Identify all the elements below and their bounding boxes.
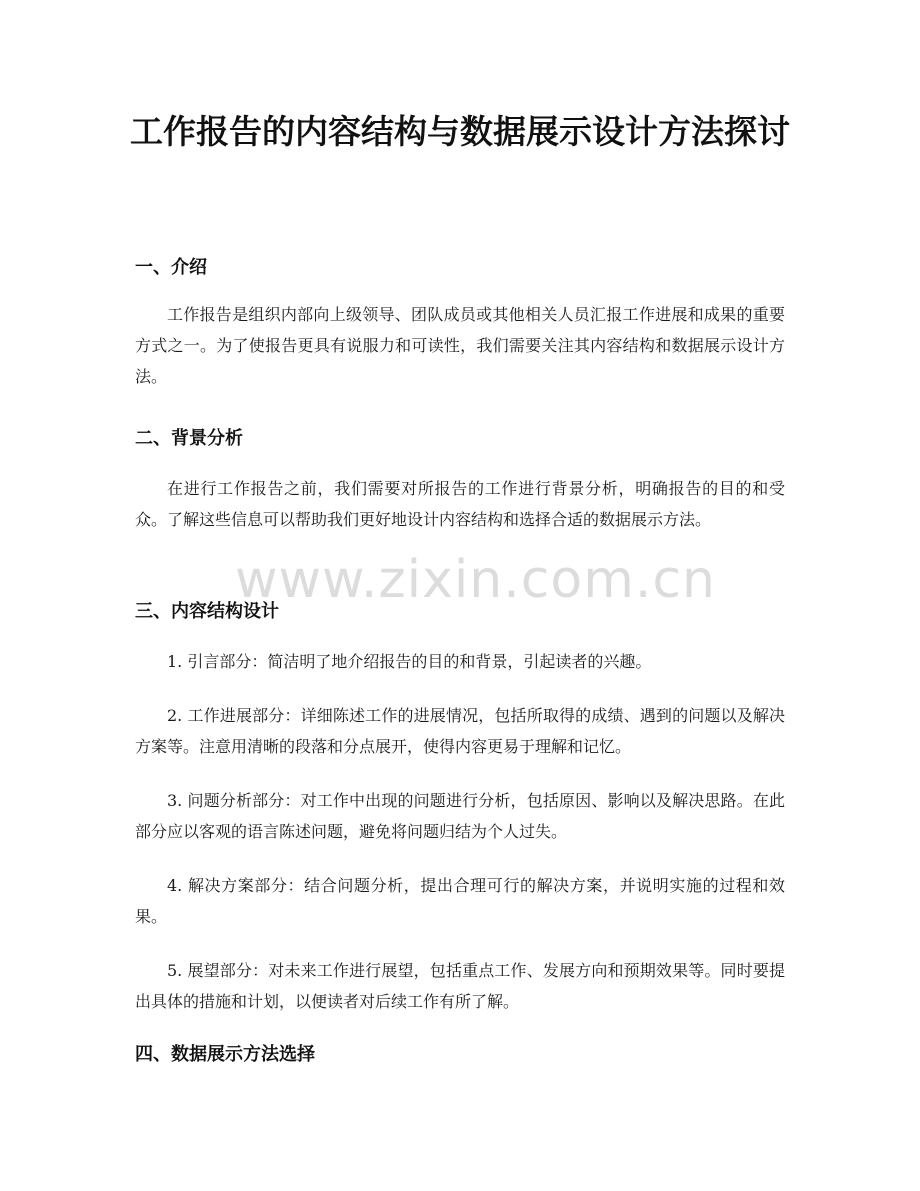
list-item-problem-analysis-part: 3. 问题分析部分：对工作中出现的问题进行分析，包括原因、影响以及解决思路。在此部分应以客观的语言陈述问题，避免将问题归结为个人过失。 (135, 791, 785, 841)
list-item-solution-part: 4. 解决方案部分：结合问题分析，提出合理可行的解决方案，并说明实施的过程和效果。 (135, 876, 785, 926)
paragraph-background: 在进行工作报告之前，我们需要对所报告的工作进行背景分析，明确报告的目的和受众。了解这些信息可以帮助我们更好地设计内容结构和选择合适的数据展示方法。 (135, 479, 785, 529)
document-title: 工作报告的内容结构与数据展示设计方法探讨 (130, 112, 790, 151)
section-heading-content-structure: 三、内容结构设计 (135, 601, 279, 622)
list-item-introduction-part: 1. 引言部分：简洁明了地介绍报告的目的和背景，引起读者的兴趣。 (167, 652, 652, 671)
list-item-progress-part: 2. 工作进展部分：详细陈述工作的进展情况，包括所取得的成绩、遇到的问题以及解决方案等。注意用清晰的段落和分点展开，使得内容更易于理解和记忆。 (135, 706, 785, 756)
paragraph-introduction: 工作报告是组织内部向上级领导、团队成员或其他相关人员汇报工作进展和成果的重要方式之一。为了使报告更具有说服力和可读性，我们需要关注其内容结构和数据展示设计方法。 (135, 305, 785, 386)
watermark-text: www.zixin.com.cn (235, 550, 716, 610)
section-heading-data-display: 四、数据展示方法选择 (135, 1044, 315, 1065)
list-item-outlook-part: 5. 展望部分：对未来工作进行展望，包括重点工作、发展方向和预期效果等。同时要提出具体的措施和计划，以便读者对后续工作有所了解。 (135, 961, 785, 1011)
section-heading-background: 二、背景分析 (135, 428, 243, 449)
section-heading-introduction: 一、介绍 (135, 257, 207, 278)
